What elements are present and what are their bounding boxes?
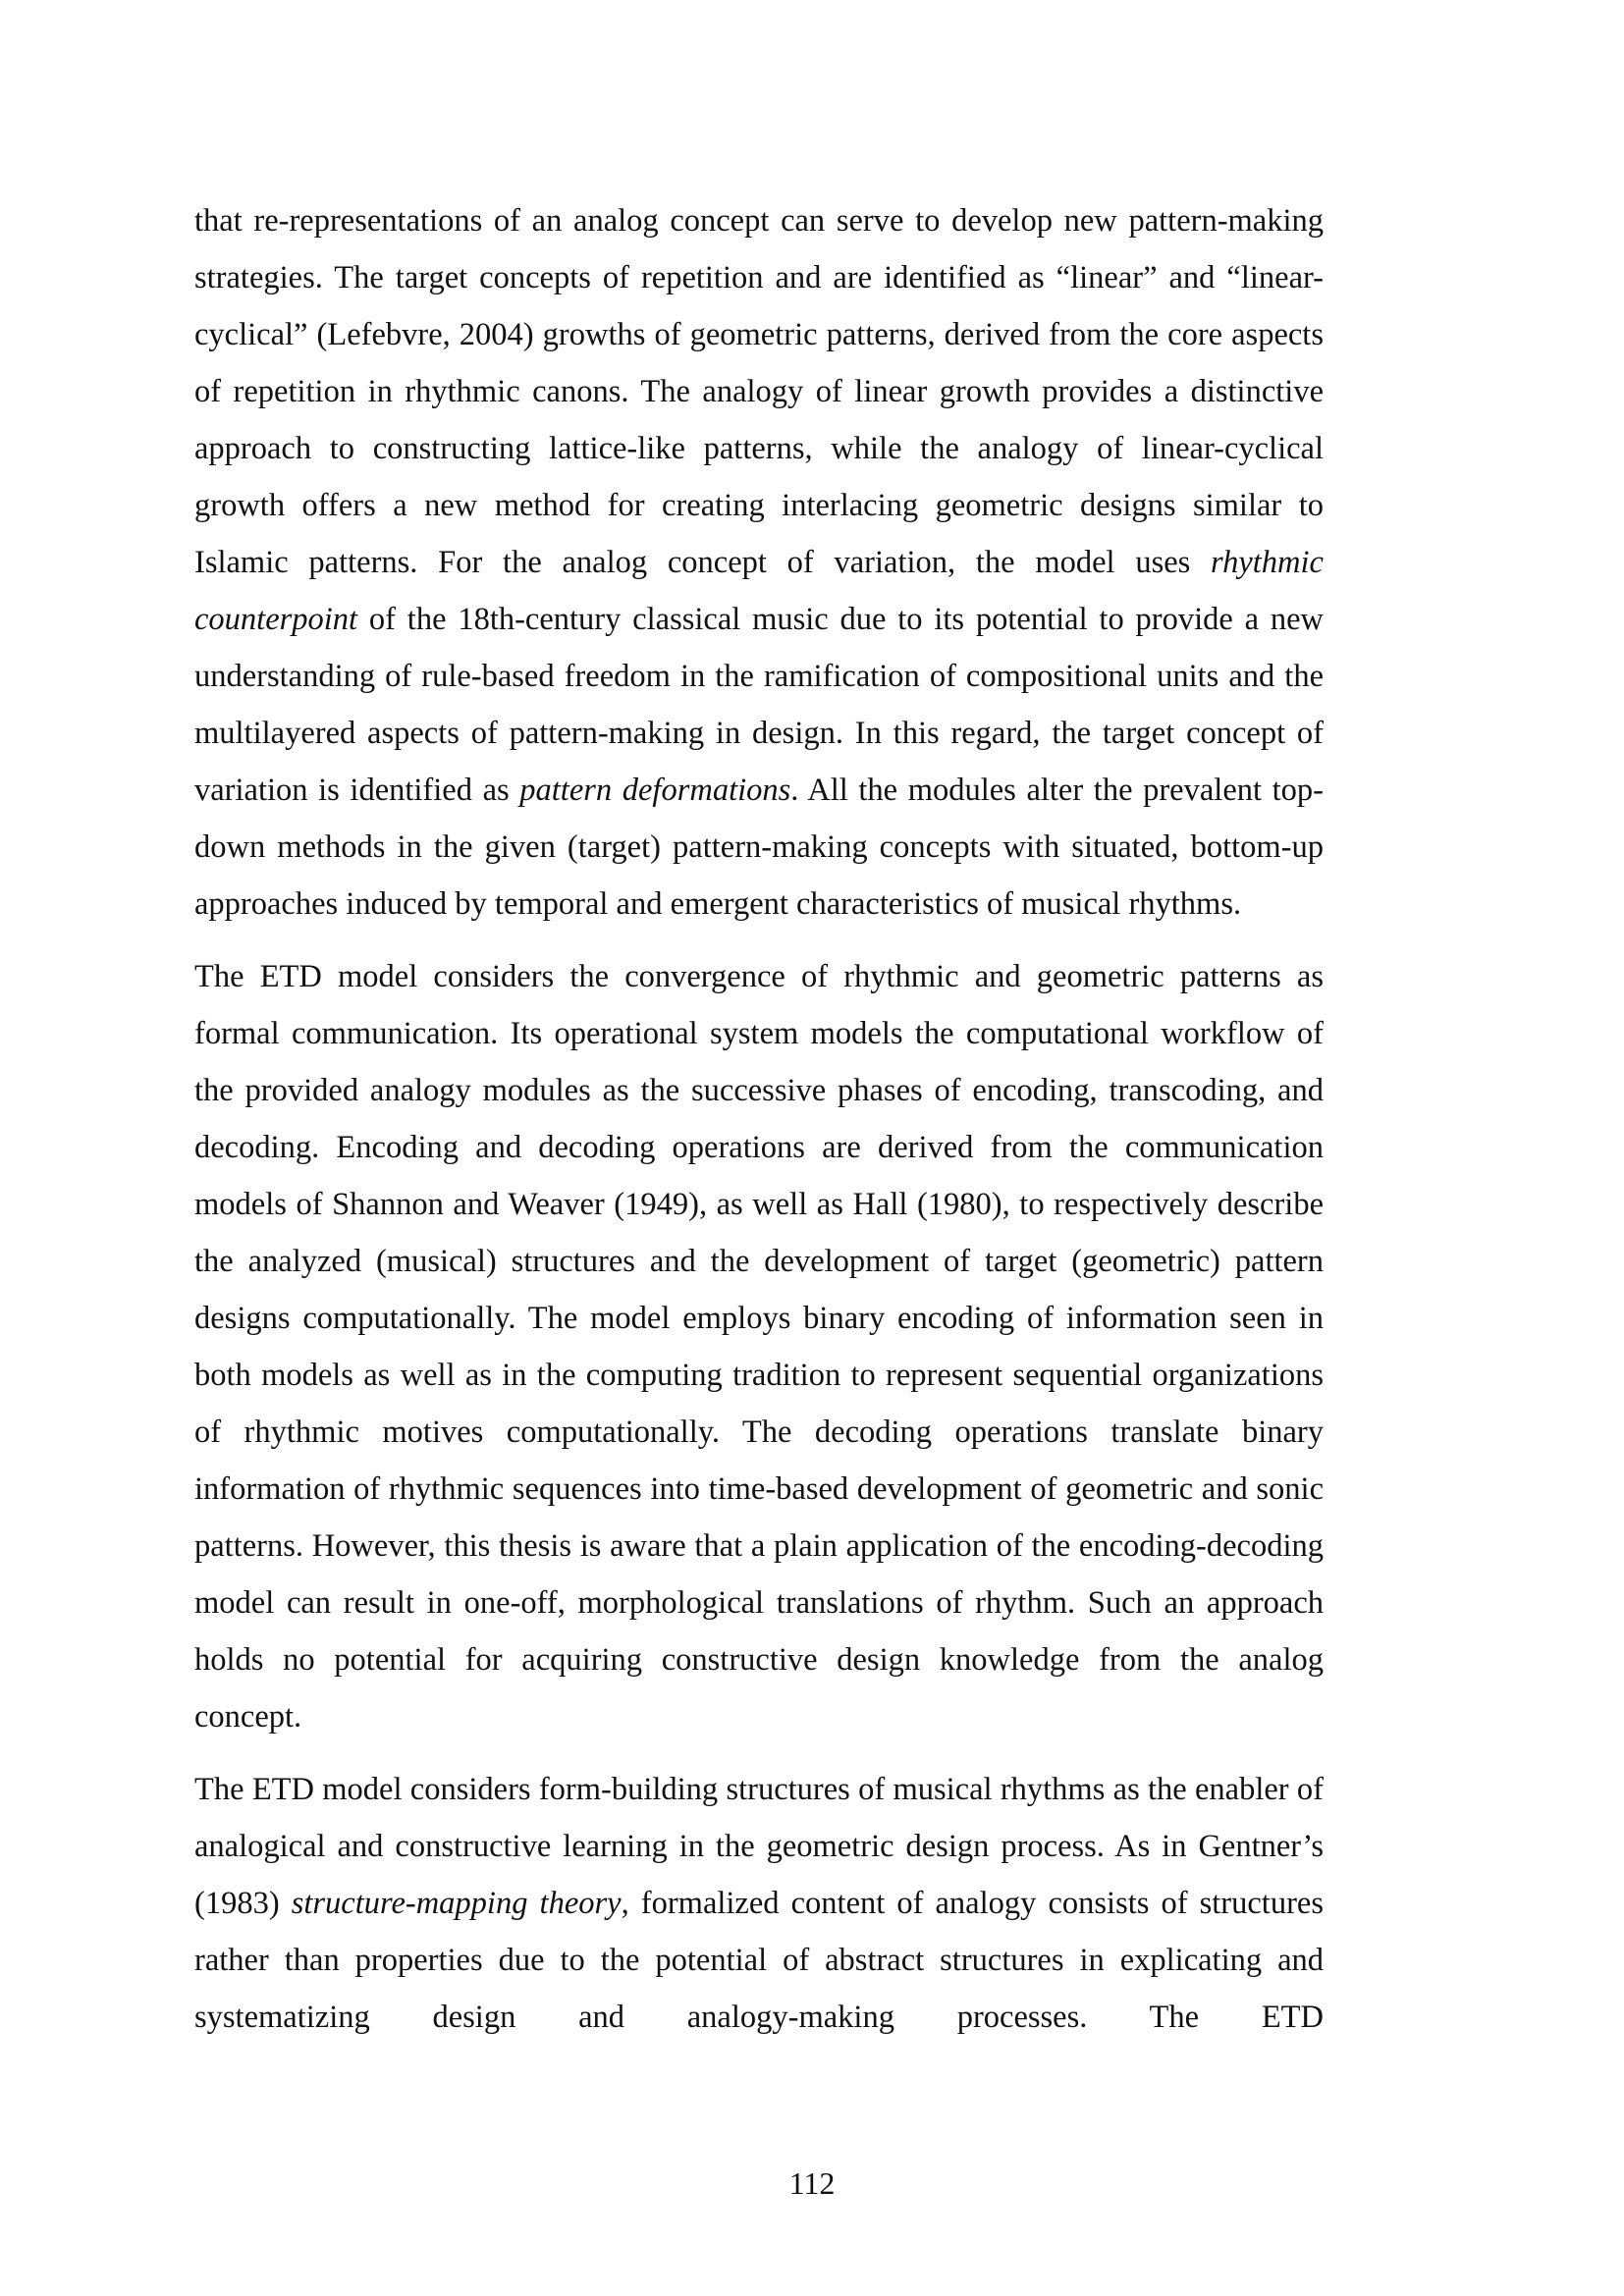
italic-term: pattern deformations [519,773,791,808]
paragraph-text: The ETD model considers the convergence of rhythmic and geometric patterns as formal communication. Its operational system models the computational workflow of the provided analogy modules as the successive phases of encoding, transcoding, and decoding. Encoding and decoding operations are derived from the communication models of Shannon and Weaver (1949), as well as Hall (1980), to respectively describe the analyzed (musical) structures and the development of target (geometric) pattern designs computationally. The model employs binary encoding of information seen in both models as well as in the computing tradition to represent sequential organizations of rhythmic motives computationally. The decoding operations translate binary information of rhythmic sequences into time-based development of geometric and sonic patterns. However, this thesis is aware that a plain application of the encoding-decoding model can result in one-off, morphological translations of rhythm. Such an approach holds no potential for acquiring constructive design knowledge from the analog concept. [194,959,1324,1735]
paragraph-text: that re-representations of an analog concept can serve to develop new pattern-making strategies. The target concepts of repetition and are identified as “linear” and “linear-cyclical” (Lefebvre, 2004) growths of geometric patterns, derived from the core aspects of repetition in rhythmic canons. The analogy of linear growth provides a distinctive approach to constructing lattice-like patterns, while the analogy of linear-cyclical growth offers a new method for creating interlacing geometric designs similar to Islamic patterns. For the analog concept of variation, the model uses [194,203,1324,580]
italic-term: rhythmic counterpoint [194,545,1324,637]
document-body [194,192,1324,2061]
paragraph-text: The ETD model considers form-building structures of musical rhythms as the enabler of analogical and constructive learning in the geometric design process. As in Gentner’s (1983) [194,1772,1324,1921]
paragraph-3 [194,1761,1324,2046]
paragraph-text: of the 18th-century classical music due to its potential to provide a new understanding of rule-based freedom in the ramification of compositional units and the multilayered aspects of pattern-making in design. In this regard, the target concept of variation is identified as [194,602,1324,808]
paragraph-text: . All the modules alter the prevalent top-down methods in the given (target) pattern-making concepts with situated, bottom-up approaches induced by temporal and emergent characteristics of musical rhythms. [194,773,1324,922]
italic-term: structure-mapping theory [291,1886,622,1921]
page-number: 112 [788,2165,836,2201]
paragraph-1 [194,192,1324,933]
paragraph-text: , formalized content of analogy consists of structures rather than properties due to the potential of abstract structures in explicating and systematizing design and analogy-making processes. The ETD [194,1886,1324,2035]
paragraph-2 [194,948,1324,1745]
